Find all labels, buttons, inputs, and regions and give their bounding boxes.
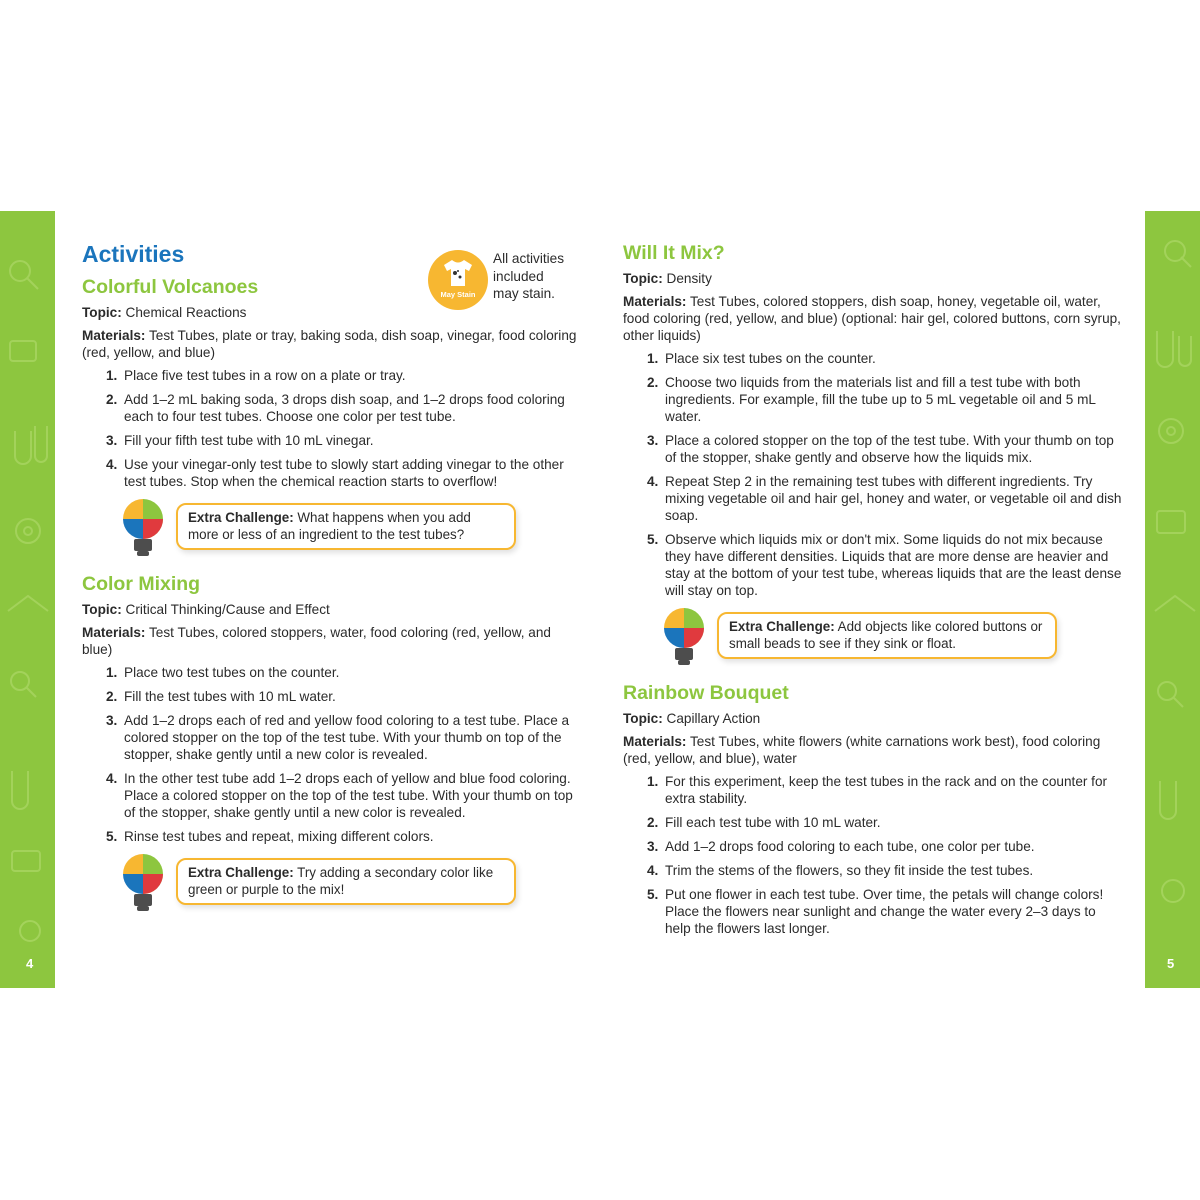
step-text: Place five test tubes in a row on a plate or tray.	[124, 368, 406, 383]
step-text: Choose two liquids from the materials list and fill a test tube with both ingredients. For example, fill the tube up to 5 mL vegetable oil and 5 mL water.	[665, 375, 1096, 424]
materials-label: Materials:	[82, 328, 146, 343]
step-number: 4.	[106, 771, 118, 786]
step-text: For this experiment, keep the test tubes in the rack and on the counter for extra stability.	[665, 774, 1108, 806]
section-title-will-it-mix: Will It Mix?	[623, 242, 725, 264]
step-number: 5.	[106, 829, 118, 844]
step-text: Add 1–2 drops each of red and yellow food coloring to a test tube. Place a colored stopper on the top of the test tube. With your thumb on top of the stopper, shake gently until a new color is revealed.	[124, 713, 570, 762]
step-text: In the other test tube add 1–2 drops each of yellow and blue food coloring. Place a colored stopper on the top of the test tube. With your thumb on top of the stopper, shake gently until a new color is revealed.	[124, 771, 573, 820]
materials-value: Test Tubes, colored stoppers, dish soap, honey, vegetable oil, water, food coloring (red, yellow, and blue) (optional: hair gel, colored buttons, corn syrup, other liquids)	[623, 294, 1121, 343]
step-text: Place a colored stopper on the top of the test tube. With your thumb on top of the stopper, shake gently and observe how the liquids mix.	[665, 433, 1114, 465]
topic-value: Capillary Action	[662, 711, 761, 726]
materials-label: Materials:	[623, 294, 687, 309]
topic-value: Critical Thinking/Cause and Effect	[125, 602, 330, 617]
challenge-label: Extra Challenge:	[188, 510, 294, 525]
step-number: 2.	[106, 689, 118, 704]
topic-value: Density	[662, 271, 712, 286]
right-page-content	[623, 240, 1123, 944]
step-number: 1.	[106, 665, 118, 680]
materials-label: Materials:	[82, 625, 146, 640]
step-item	[647, 350, 1123, 367]
materials-value: Test Tubes, plate or tray, baking soda, dish soap, vinegar, food coloring (red, yellow, and blue)	[82, 328, 577, 360]
right-margin-bar	[1145, 211, 1200, 988]
materials-line	[82, 624, 582, 658]
extra-challenge-box	[176, 503, 516, 550]
step-item	[106, 712, 582, 763]
science-doodle-pattern	[1145, 211, 1200, 988]
challenge-text: What happens when you add more or less of an ingredient to the test tubes?	[188, 510, 471, 542]
topic-line	[82, 601, 582, 618]
section-title-colorful-volcanoes: Colorful Volcanoes	[82, 276, 259, 298]
step-item	[106, 770, 582, 821]
step-item	[647, 374, 1123, 425]
stain-note-line: may stain.	[493, 286, 555, 301]
step-item	[647, 814, 1123, 831]
extra-challenge-box	[176, 858, 516, 905]
step-text: Repeat Step 2 in the remaining test tubes with different ingredients. Try mixing vegetable oil and hair gel, honey and water, or vegetable oil and dish soap.	[665, 474, 1122, 523]
step-item	[106, 367, 582, 384]
materials-line	[623, 293, 1123, 344]
step-number: 2.	[647, 375, 659, 390]
step-item	[647, 838, 1123, 855]
section-title-rainbow-bouquet: Rainbow Bouquet	[623, 682, 789, 704]
challenge-label: Extra Challenge:	[188, 865, 294, 880]
materials-value: Test Tubes, white flowers (white carnations work best), food coloring (red, yellow, and blue), water	[623, 734, 1101, 766]
steps-list	[623, 773, 1123, 937]
step-text: Add 1–2 mL baking soda, 3 drops dish soap, and 1–2 drops food coloring each to four test tubes. Choose one color per test tube.	[124, 392, 565, 424]
left-page-content	[82, 240, 582, 926]
page-title: Activities	[82, 241, 185, 267]
materials-line	[623, 733, 1123, 767]
step-number: 1.	[106, 368, 118, 383]
section-title-color-mixing: Color Mixing	[82, 573, 201, 595]
step-text: Place two test tubes on the counter.	[124, 665, 340, 680]
challenge-label: Extra Challenge:	[729, 619, 835, 634]
extra-challenge	[82, 497, 582, 559]
step-number: 3.	[106, 433, 118, 448]
stain-note-line: included	[493, 268, 544, 284]
step-item	[647, 886, 1123, 937]
left-page-number: 4	[26, 956, 34, 971]
step-number: 4.	[106, 457, 118, 472]
step-item	[106, 688, 582, 705]
challenge-text: Add objects like colored buttons or small beads to see if they sink or float.	[729, 619, 1043, 651]
step-item	[106, 664, 582, 681]
topic-label: Topic:	[82, 305, 122, 320]
step-number: 3.	[106, 713, 118, 728]
step-item	[647, 773, 1123, 807]
step-number: 2.	[106, 392, 118, 407]
step-number: 5.	[647, 887, 659, 902]
step-item	[106, 828, 582, 845]
step-text: Trim the stems of the flowers, so they fit inside the test tubes.	[665, 863, 1034, 878]
materials-value: Test Tubes, colored stoppers, water, food coloring (red, yellow, and blue)	[82, 625, 551, 657]
puzzle-lightbulb-icon	[120, 497, 166, 559]
step-item	[647, 531, 1123, 599]
may-stain-label: May Stain	[440, 290, 476, 299]
topic-line	[623, 710, 1123, 727]
step-text: Observe which liquids mix or don't mix. Some liquids do not mix because they have different densities. Liquids that are more dense are heavier and stay at the bottom of your test tube, whereas liquids that are the least dense will stay on top.	[665, 532, 1122, 598]
left-margin-bar	[0, 211, 55, 988]
step-item	[647, 862, 1123, 879]
topic-label: Topic:	[623, 711, 663, 726]
step-text: Place six test tubes on the counter.	[665, 351, 876, 366]
topic-label: Topic:	[623, 271, 663, 286]
steps-list	[623, 350, 1123, 599]
right-page-number: 5	[1167, 956, 1175, 971]
step-text: Rinse test tubes and repeat, mixing different colors.	[124, 829, 434, 844]
step-number: 4.	[647, 474, 659, 489]
step-text: Fill your fifth test tube with 10 mL vinegar.	[124, 433, 374, 448]
steps-list	[82, 664, 582, 845]
step-number: 1.	[647, 774, 659, 789]
topic-label: Topic:	[82, 602, 122, 617]
science-doodle-pattern	[0, 211, 55, 988]
step-number: 3.	[647, 433, 659, 448]
step-number: 4.	[647, 863, 659, 878]
challenge-text: Try adding a secondary color like green or purple to the mix!	[188, 865, 494, 897]
step-text: Fill the test tubes with 10 mL water.	[124, 689, 336, 704]
materials-label: Materials:	[623, 734, 687, 749]
step-number: 5.	[647, 532, 659, 547]
step-text: Use your vinegar-only test tube to slowly start adding vinegar to the other test tubes. Stop when the chemical reaction starts to overflow!	[124, 457, 564, 489]
step-item	[106, 456, 582, 490]
materials-line	[82, 327, 582, 361]
puzzle-lightbulb-icon	[661, 606, 707, 668]
topic-value: Chemical Reactions	[125, 305, 247, 320]
extra-challenge-box	[717, 612, 1057, 659]
step-number: 2.	[647, 815, 659, 830]
step-text: Fill each test tube with 10 mL water.	[665, 815, 881, 830]
step-number: 1.	[647, 351, 659, 366]
topic-line	[623, 270, 1123, 287]
step-text: Add 1–2 drops food coloring to each tube, one color per tube.	[665, 839, 1035, 854]
extra-challenge	[82, 852, 582, 914]
steps-list	[82, 367, 582, 490]
step-number: 3.	[647, 839, 659, 854]
step-item	[106, 391, 582, 425]
step-item	[106, 432, 582, 449]
step-item	[647, 473, 1123, 524]
puzzle-lightbulb-icon	[120, 852, 166, 914]
step-text: Put one flower in each test tube. Over time, the petals will change colors! Place the flowers near sunlight and change the water every 2–3 days to help the flowers last longer.	[665, 887, 1104, 936]
topic-line	[82, 304, 582, 321]
stain-note-line: All activities	[493, 251, 565, 266]
extra-challenge	[623, 606, 1123, 668]
step-item	[647, 432, 1123, 466]
